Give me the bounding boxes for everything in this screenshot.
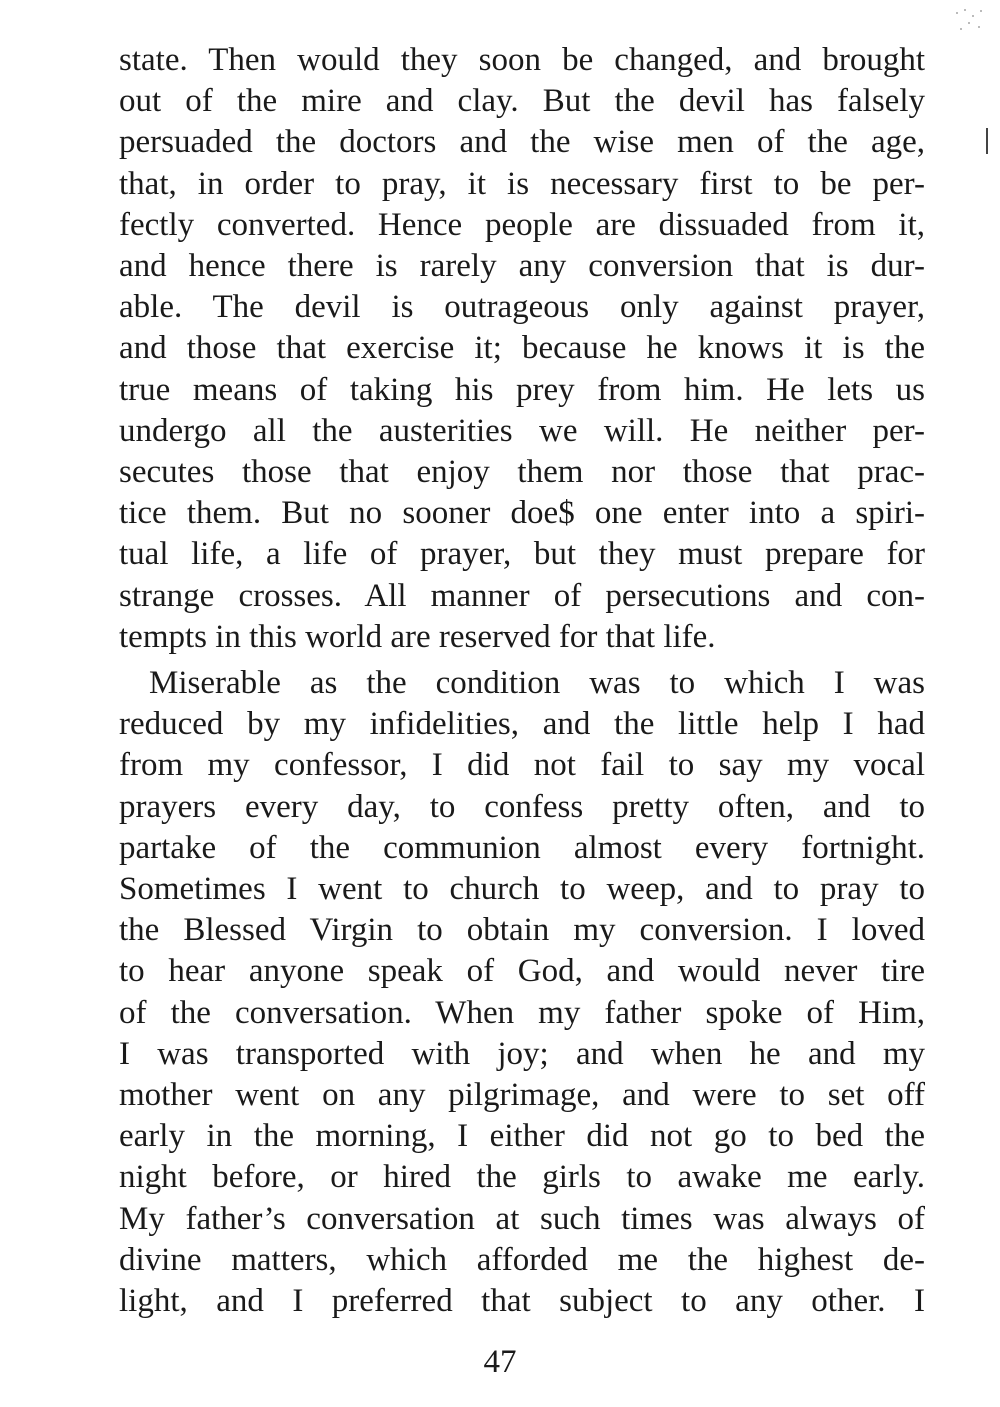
text-line: Sometimes I went to church to weep, and to pray to — [119, 871, 925, 908]
text-line: Miserable as the condition was to which I was — [149, 665, 925, 702]
text-line: and those that exercise it; because he knows it is the — [119, 330, 925, 367]
text-line: night before, or hired the girls to awake me early. — [119, 1159, 925, 1196]
text-line: fectly converted. Hence people are dissuaded from it, — [119, 206, 925, 243]
margin-mark — [986, 128, 988, 154]
text-line: tual life, a life of prayer, but they must prepare for — [119, 536, 925, 573]
text-line: able. The devil is outrageous only against prayer, — [119, 289, 925, 326]
text-line: light, and I preferred that subject to any other. I — [119, 1283, 925, 1320]
text-line: reduced by my infidelities, and the little help I had — [119, 706, 925, 743]
scan-speckle — [952, 6, 992, 46]
text-line: undergo all the austerities we will. He neither per- — [119, 412, 925, 449]
text-line: out of the mire and clay. But the devil has falsely — [119, 83, 925, 120]
text-line: secutes those that enjoy them nor those that prac- — [119, 454, 925, 491]
text-line: mother went on any pilgrimage, and were to set off — [119, 1077, 925, 1114]
text-line: persuaded the doctors and the wise men of the age, — [119, 124, 925, 161]
page-number: 47 — [483, 1344, 517, 1380]
text-line: state. Then would they soon be changed, and brought — [119, 42, 925, 78]
text-line: partake of the communion almost every fortnight. — [119, 829, 925, 866]
text-line: early in the morning, I either did not go to bed the — [119, 1118, 925, 1155]
text-line: prayers every day, to confess pretty often, and to — [119, 788, 925, 825]
text-line: tempts in this world are reserved for that life. — [119, 618, 716, 655]
text-line: I was transported with joy; and when he and my — [119, 1035, 925, 1072]
text-line: of the conversation. When my father spoke of Him, — [119, 994, 925, 1031]
text-line: true means of taking his prey from him. He lets us — [119, 371, 925, 408]
text-line: divine matters, which afforded me the highest de- — [119, 1241, 925, 1278]
paragraph — [119, 663, 925, 1322]
body-text — [119, 40, 925, 1322]
text-line: the Blessed Virgin to obtain my conversion. I loved — [119, 912, 925, 949]
text-line: and hence there is rarely any conversion that is dur- — [119, 248, 925, 285]
text-line: strange crosses. All manner of persecutions and con- — [119, 577, 925, 614]
text-line: that, in order to pray, it is necessary first to be per- — [119, 165, 925, 202]
text-line: My father’s conversation at such times was always of — [119, 1200, 925, 1237]
text-line: from my confessor, I did not fail to say my vocal — [119, 747, 925, 784]
text-line: to hear anyone speak of God, and would never tire — [119, 953, 925, 990]
paragraph — [119, 40, 925, 658]
text-line: tice them. But no sooner doe$ one enter into a spiri- — [119, 495, 925, 532]
